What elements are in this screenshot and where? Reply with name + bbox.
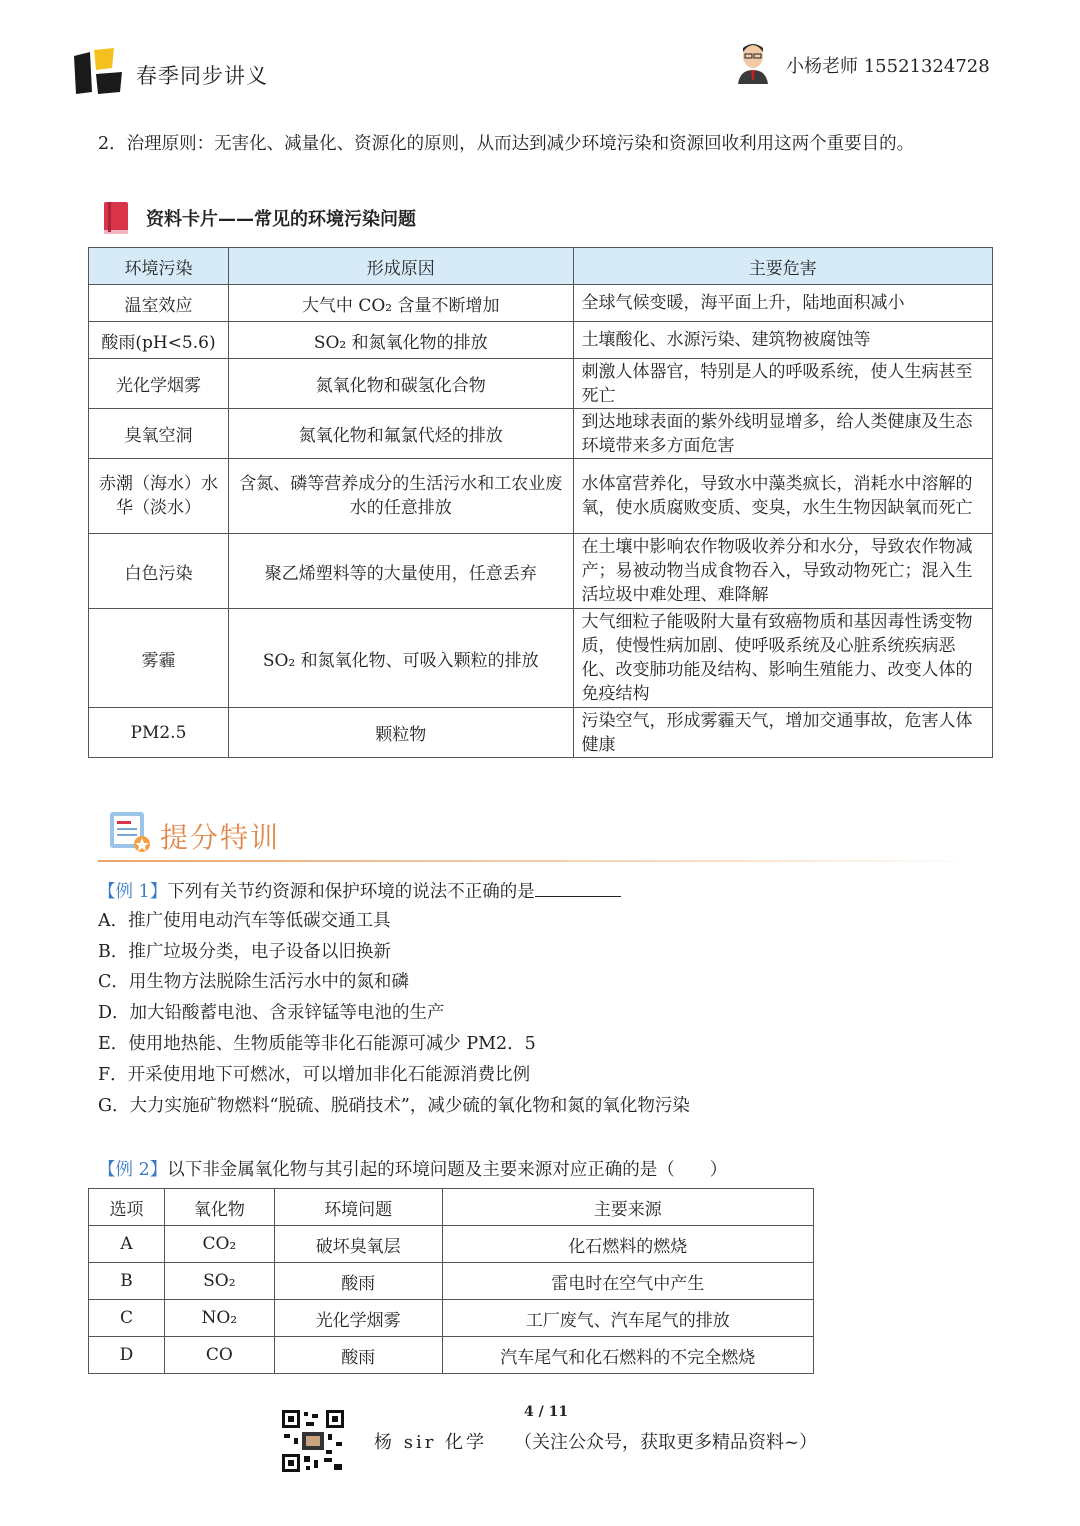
teacher-avatar-icon — [732, 40, 774, 84]
example2-tag: 【例 2】 — [98, 1160, 168, 1180]
source-cell: 汽车尾气和化石燃料的不完全燃烧 — [442, 1337, 813, 1374]
cause-cell: 氮氧化物和碳氢化合物 — [228, 359, 573, 409]
teacher-contact: 小杨老师 15521324728 — [786, 56, 990, 77]
table-row — [89, 359, 993, 409]
pollution-table — [88, 247, 993, 758]
table-header-row — [89, 1189, 814, 1226]
pollution-cell: 酸雨(pH<5.6) — [89, 322, 229, 359]
harm-cell: 到达地球表面的紫外线明显增多，给人类健康及生态环境带来多方面危害 — [573, 409, 992, 459]
card-title: 资料卡片——常见的环境污染问题 — [146, 209, 416, 230]
example1-tag: 【例 1】 — [98, 882, 168, 902]
option-c: C．用生物方法脱除生活污水中的氮和磷 — [98, 972, 409, 992]
source-cell: 工厂废气、汽车尾气的排放 — [442, 1300, 813, 1337]
footer-account-name: 杨 sir 化学 — [374, 1432, 488, 1453]
cause-cell: 大气中 CO₂ 含量不断增加 — [228, 285, 573, 322]
table-row — [89, 1226, 814, 1263]
pollution-cell: 臭氧空洞 — [89, 409, 229, 459]
source-cell: 雷电时在空气中产生 — [442, 1263, 813, 1300]
section-divider — [98, 860, 978, 862]
example2-question — [98, 1157, 727, 1183]
harm-cell: 土壤酸化、水源污染、建筑物被腐蚀等 — [573, 322, 992, 359]
option-cell: D — [89, 1337, 165, 1374]
example1-text: 下列有关节约资源和保护环境的说法不正确的是 — [167, 882, 535, 902]
header-cause: 形成原因 — [228, 248, 573, 285]
table-row — [89, 609, 993, 708]
training-icon — [104, 808, 156, 856]
header-problem: 环境问题 — [274, 1189, 442, 1226]
harm-cell: 刺激人体器官，特别是人的呼吸系统，使人生病甚至死亡 — [573, 359, 992, 409]
table-row — [89, 534, 993, 609]
brand-logo-icon — [70, 46, 126, 96]
harm-cell: 在土壤中影响农作物吸收养分和水分，导致农作物减产；易被动物当成食物吞入，导致动物死亡；混入生活垃圾中难处理、难降解 — [573, 534, 992, 609]
table-row — [89, 1300, 814, 1337]
oxide-table — [88, 1188, 814, 1374]
harm-cell: 水体富营养化，导致水中藻类疯长，消耗水中溶解的氧，使水质腐败变质、变臭，水生生物因缺氧而死亡 — [573, 459, 992, 534]
header-pollution: 环境污染 — [89, 248, 229, 285]
table-row — [89, 322, 993, 359]
pollution-cell: 雾霾 — [89, 609, 229, 708]
book-icon — [100, 200, 132, 236]
oxide-cell: CO — [164, 1337, 274, 1374]
harm-cell: 全球气候变暖，海平面上升，陆地面积减小 — [573, 285, 992, 322]
option-cell: C — [89, 1300, 165, 1337]
principle-text: 2．治理原则：无害化、减量化、资源化的原则，从而达到减少环境污染和资源回收利用这两个重要目的。 — [98, 134, 915, 154]
cause-cell: 含氮、磷等营养成分的生活污水和工农业废水的任意排放 — [228, 459, 573, 534]
cause-cell: SO₂ 和氮氧化物的排放 — [228, 322, 573, 359]
option-f: F．开采使用地下可燃冰，可以增加非化石能源消费比例 — [98, 1065, 531, 1085]
harm-cell: 大气细粒子能吸附大量有致癌物质和基因毒性诱变物质，使慢性病加剧、使呼吸系统及心脏系统疾病恶化、改变肺功能及结构、影响生殖能力、改变人体的免疫结构 — [573, 609, 992, 708]
header-oxide: 氧化物 — [164, 1189, 274, 1226]
option-cell: B — [89, 1263, 165, 1300]
oxide-cell: CO₂ — [164, 1226, 274, 1263]
cause-cell: SO₂ 和氮氧化物、可吸入颗粒的排放 — [228, 609, 573, 708]
table-row — [89, 459, 993, 534]
option-cell: A — [89, 1226, 165, 1263]
section-title: 提分特训 — [160, 821, 281, 854]
problem-cell: 破坏臭氧层 — [274, 1226, 442, 1263]
harm-cell: 污染空气，形成雾霾天气，增加交通事故，危害人体健康 — [573, 708, 992, 758]
footer-note: （关注公众号，获取更多精品资料~） — [514, 1432, 818, 1453]
pollution-cell: 温室效应 — [89, 285, 229, 322]
header-harm: 主要危害 — [573, 248, 992, 285]
cause-cell: 颗粒物 — [228, 708, 573, 758]
problem-cell: 酸雨 — [274, 1337, 442, 1374]
option-e: E．使用地热能、生物质能等非化石能源可减少 PM2．5 — [98, 1034, 536, 1054]
option-b: B．推广垃圾分类，电子设备以旧换新 — [98, 942, 391, 962]
answer-blank — [535, 878, 621, 897]
example2-text: 以下非金属氧化物与其引起的环境问题及主要来源对应正确的是（ ） — [167, 1160, 728, 1180]
qr-code-icon — [280, 1408, 346, 1474]
table-row — [89, 1337, 814, 1374]
option-a: A．推广使用电动汽车等低碳交通工具 — [98, 911, 391, 931]
option-g: G．大力实施矿物燃料“脱硫、脱硝技术”，减少硫的氧化物和氮的氧化物污染 — [98, 1096, 690, 1116]
pollution-cell: PM2.5 — [89, 708, 229, 758]
option-d: D．加大铅酸蓄电池、含汞锌锰等电池的生产 — [98, 1003, 445, 1023]
cause-cell: 聚乙烯塑料等的大量使用，任意丢弃 — [228, 534, 573, 609]
source-cell: 化石燃料的燃烧 — [442, 1226, 813, 1263]
header-source: 主要来源 — [442, 1189, 813, 1226]
table-row — [89, 708, 993, 758]
pollution-cell: 白色污染 — [89, 534, 229, 609]
pollution-cell: 光化学烟雾 — [89, 359, 229, 409]
table-header-row — [89, 248, 993, 285]
problem-cell: 酸雨 — [274, 1263, 442, 1300]
example1-question — [98, 878, 621, 905]
table-row — [89, 1263, 814, 1300]
page-number: 4 / 11 — [524, 1404, 569, 1420]
header-option: 选项 — [89, 1189, 165, 1226]
table-row — [89, 285, 993, 322]
pollution-cell: 赤潮（海水）水华（淡水） — [89, 459, 229, 534]
table-row — [89, 409, 993, 459]
cause-cell: 氮氧化物和氟氯代烃的排放 — [228, 409, 573, 459]
problem-cell: 光化学烟雾 — [274, 1300, 442, 1337]
oxide-cell: NO₂ — [164, 1300, 274, 1337]
brand-title: 春季同步讲义 — [136, 64, 268, 88]
oxide-cell: SO₂ — [164, 1263, 274, 1300]
